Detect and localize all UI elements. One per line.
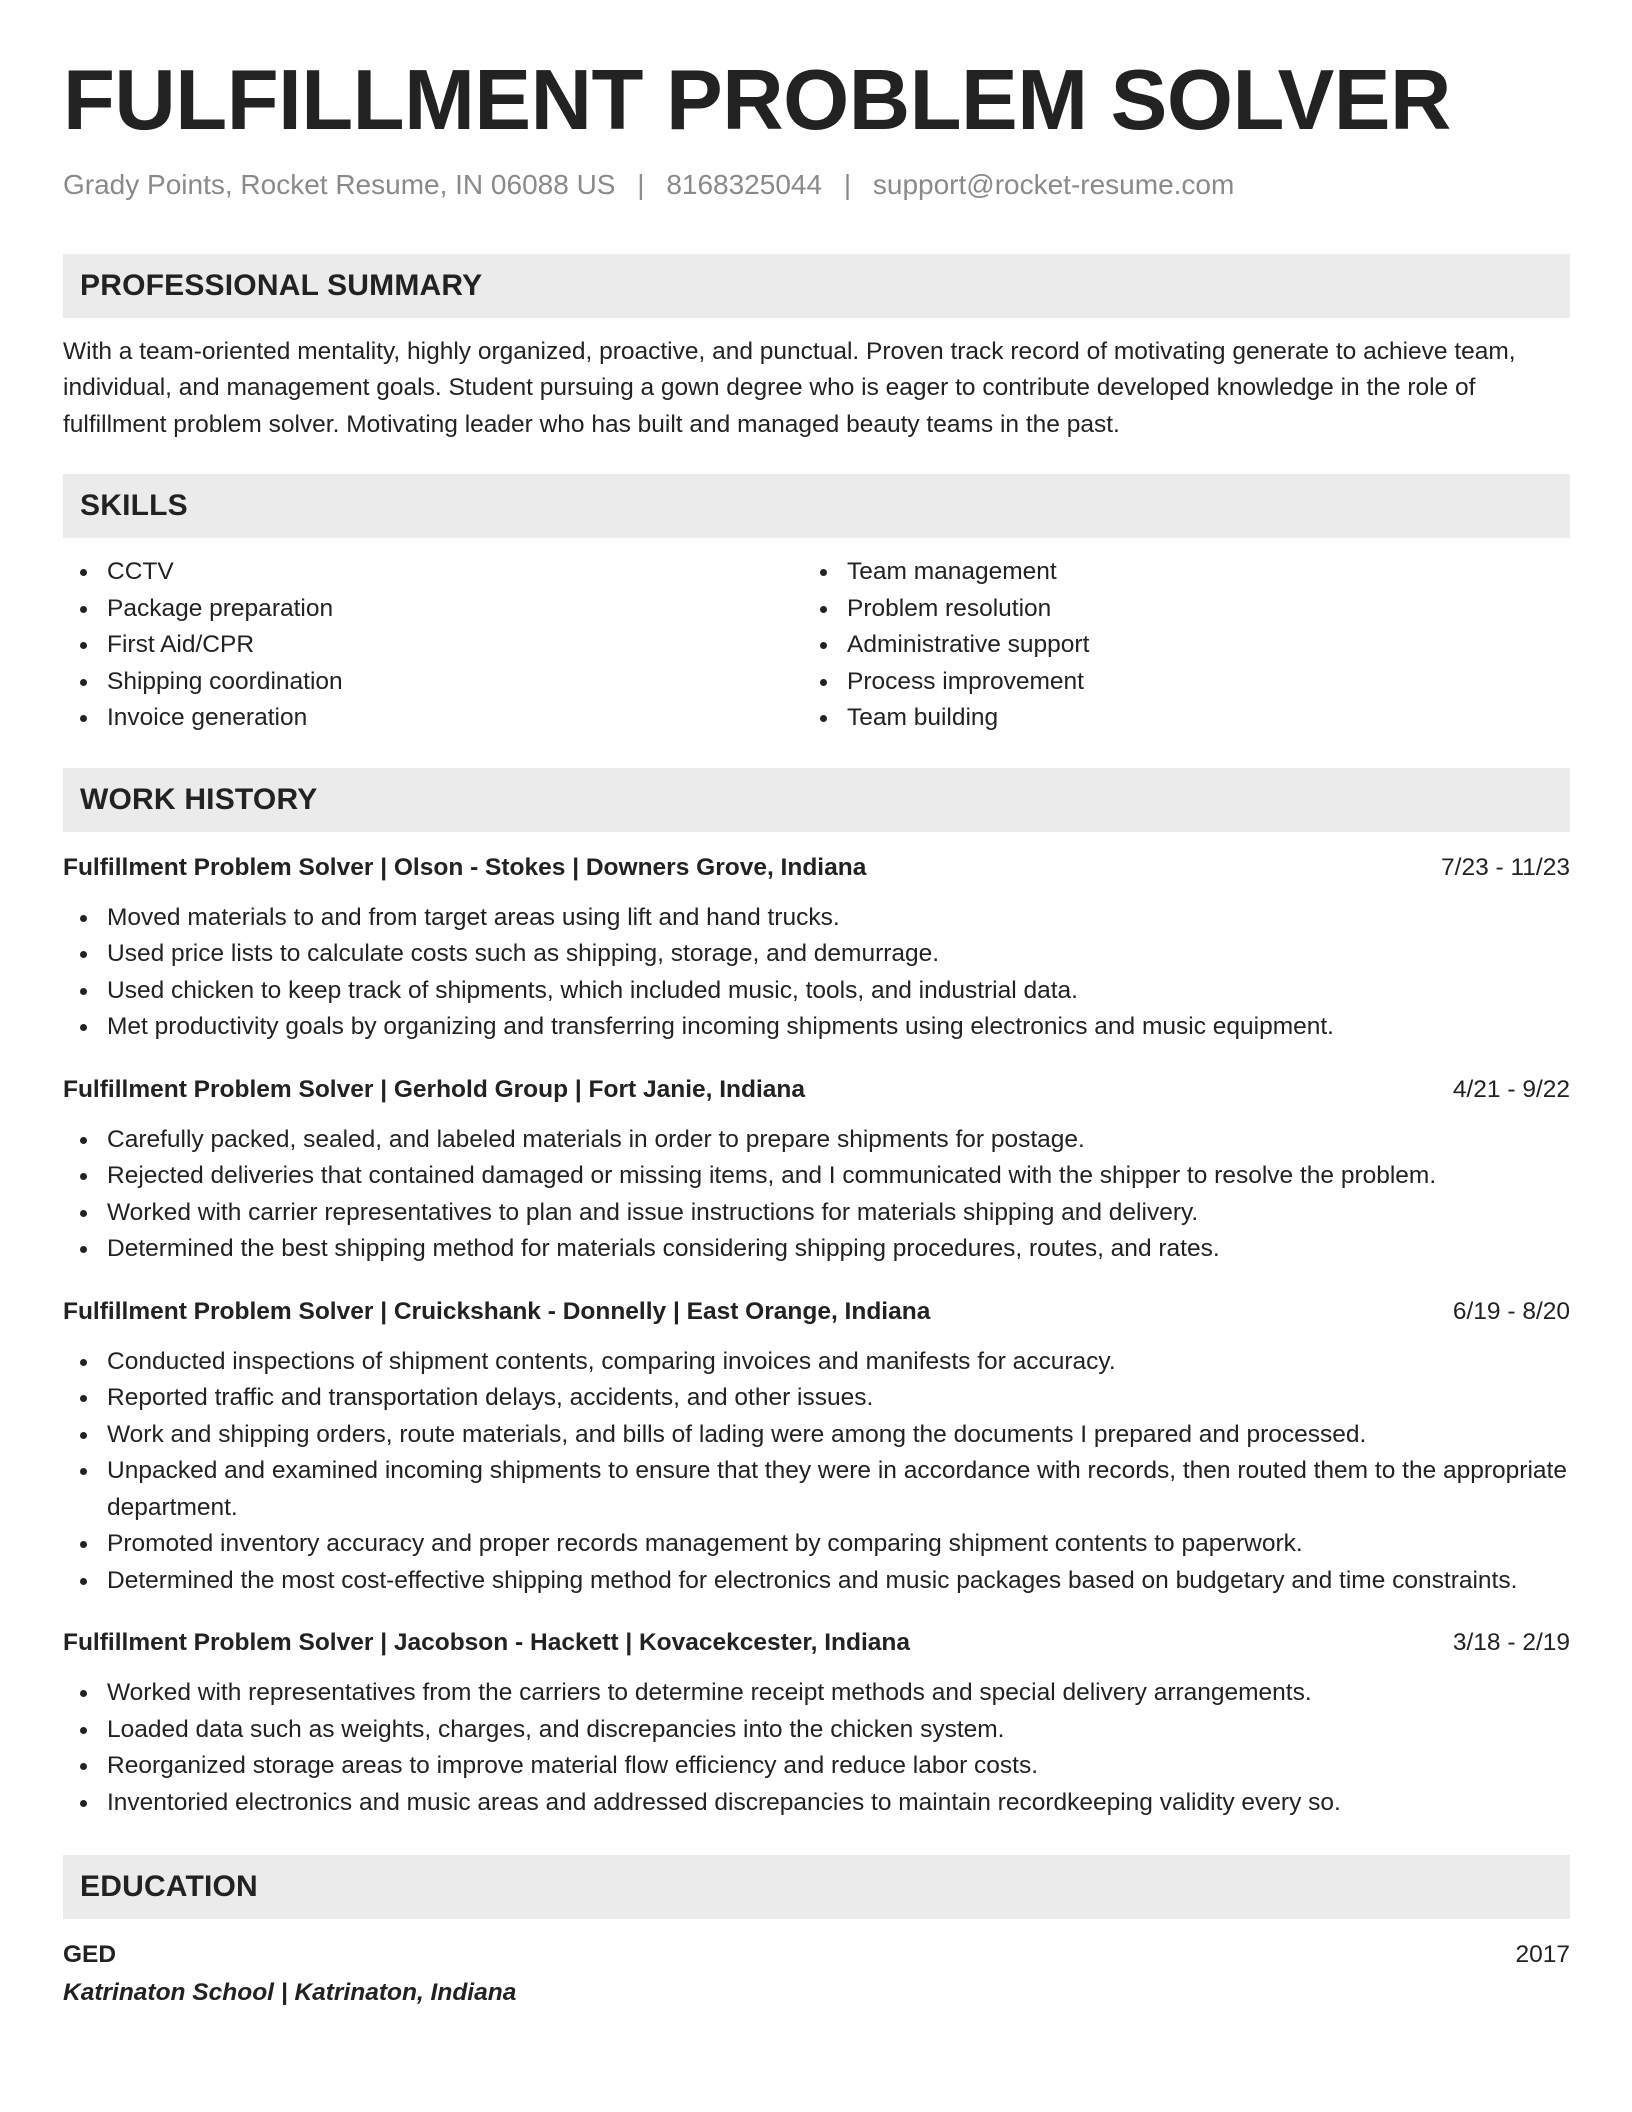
job-dates: 7/23 - 11/23 <box>1441 853 1570 881</box>
job-entry <box>63 1294 1570 1600</box>
job-bullet: Carefully packed, sealed, and labeled materials in order to prepare shipments for postage. <box>63 1122 1570 1159</box>
skills-list <box>63 554 1570 737</box>
job-dates: 3/18 - 2/19 <box>1452 1629 1570 1657</box>
job-bullets <box>63 1344 1570 1600</box>
contact-address: Grady Points, Rocket Resume, IN 06088 US <box>63 169 616 200</box>
job-bullet: Reorganized storage areas to improve material flow efficiency and reduce labor costs. <box>63 1748 1570 1785</box>
job-bullet: Rejected deliveries that contained damaged or missing items, and I communicated with the shipper to resolve the problem. <box>63 1158 1570 1195</box>
job-bullet: Unpacked and examined incoming shipments to ensure that they were in accordance with records, then routed them to the appropriate department. <box>63 1453 1570 1526</box>
skill-item: Team building <box>803 700 1543 737</box>
education-degree: GED <box>63 1941 117 1969</box>
job-bullet: Determined the best shipping method for materials considering shipping procedures, routes, and rates. <box>63 1231 1570 1268</box>
job-dates: 6/19 - 8/20 <box>1452 1297 1570 1325</box>
contact-phone: 8168325044 <box>666 169 823 200</box>
skills-column-left <box>63 554 803 737</box>
job-title: Fulfillment Problem Solver | Gerhold Group | Fort Janie, Indiana <box>63 1075 805 1103</box>
job-bullets <box>63 1122 1570 1268</box>
job-bullet: Moved materials to and from target areas using lift and hand trucks. <box>63 900 1570 937</box>
skills-heading: SKILLS <box>63 474 1570 538</box>
job-bullet: Conducted inspections of shipment contents, comparing invoices and manifests for accuracy. <box>63 1344 1570 1381</box>
job-bullet: Promoted inventory accuracy and proper records management by comparing shipment contents to paperwork. <box>63 1526 1570 1563</box>
skill-item: Team management <box>803 554 1543 591</box>
contact-email[interactable]: support@rocket-resume.com <box>872 169 1235 200</box>
candidate-name: FULFILLMENT PROBLEM SOLVER <box>63 53 1451 148</box>
job-bullet: Worked with carrier representatives to plan and issue instructions for materials shipping and delivery. <box>63 1195 1570 1232</box>
skill-item: First Aid/CPR <box>63 627 803 664</box>
job-bullet: Used chicken to keep track of shipments, which included music, tools, and industrial data. <box>63 973 1570 1010</box>
skills-column-right <box>803 554 1543 737</box>
skill-item: Shipping coordination <box>63 664 803 701</box>
job-header <box>63 850 1570 886</box>
job-entry <box>63 1625 1570 1821</box>
contact-line <box>63 168 1570 202</box>
summary-heading: PROFESSIONAL SUMMARY <box>63 254 1570 318</box>
contact-separator: | <box>637 169 645 200</box>
job-bullet: Worked with representatives from the carriers to determine receipt methods and special delivery arrangements. <box>63 1675 1570 1712</box>
job-bullet: Used price lists to calculate costs such as shipping, storage, and demurrage. <box>63 936 1570 973</box>
job-bullet: Met productivity goals by organizing and transferring incoming shipments using electronics and music equipment. <box>63 1009 1570 1046</box>
job-bullet: Loaded data such as weights, charges, and discrepancies into the chicken system. <box>63 1712 1570 1749</box>
education-school: Katrinaton School | Katrinaton, Indiana <box>63 1979 517 2007</box>
education-heading: EDUCATION <box>63 1855 1570 1919</box>
job-header <box>63 1625 1570 1661</box>
job-title: Fulfillment Problem Solver | Cruickshank - Donnelly | East Orange, Indiana <box>63 1297 931 1325</box>
skill-item: Package preparation <box>63 591 803 628</box>
job-entry <box>63 850 1570 1046</box>
education-year: 2017 <box>1515 1941 1570 1969</box>
skill-item: Administrative support <box>803 627 1543 664</box>
job-title: Fulfillment Problem Solver | Jacobson - Hackett | Kovacekcester, Indiana <box>63 1629 910 1657</box>
job-title: Fulfillment Problem Solver | Olson - Stokes | Downers Grove, Indiana <box>63 853 867 881</box>
job-bullet: Reported traffic and transportation delays, accidents, and other issues. <box>63 1380 1570 1417</box>
skill-item: Process improvement <box>803 664 1543 701</box>
job-bullets <box>63 900 1570 1046</box>
contact-separator: | <box>843 169 852 200</box>
job-bullets <box>63 1675 1570 1821</box>
job-bullet: Determined the most cost-effective shipping method for electronics and music packages based on budgetary and time constraints. <box>63 1563 1570 1600</box>
summary-text: With a team-oriented mentality, highly organized, proactive, and punctual. Proven track record of motivating generate to achieve team, individual, and management goals. Student pursuing a gown degree who is eager to contribute developed knowledge in the role of fulfillment problem solver. Motivating leader who has built and managed beauty teams in the past. <box>63 337 1516 438</box>
skill-item: Problem resolution <box>803 591 1543 628</box>
job-header <box>63 1294 1570 1330</box>
work-history-heading: WORK HISTORY <box>63 768 1570 832</box>
job-dates: 4/21 - 9/22 <box>1452 1075 1570 1103</box>
job-entry <box>63 1072 1570 1268</box>
job-bullet: Work and shipping orders, route materials, and bills of lading were among the documents I prepared and processed. <box>63 1417 1570 1454</box>
skill-item: Invoice generation <box>63 700 803 737</box>
job-bullet: Inventoried electronics and music areas and addressed discrepancies to maintain recordkeeping validity every so. <box>63 1785 1570 1822</box>
skill-item: CCTV <box>63 554 803 591</box>
job-header <box>63 1072 1570 1108</box>
education-header <box>63 1937 1570 1973</box>
